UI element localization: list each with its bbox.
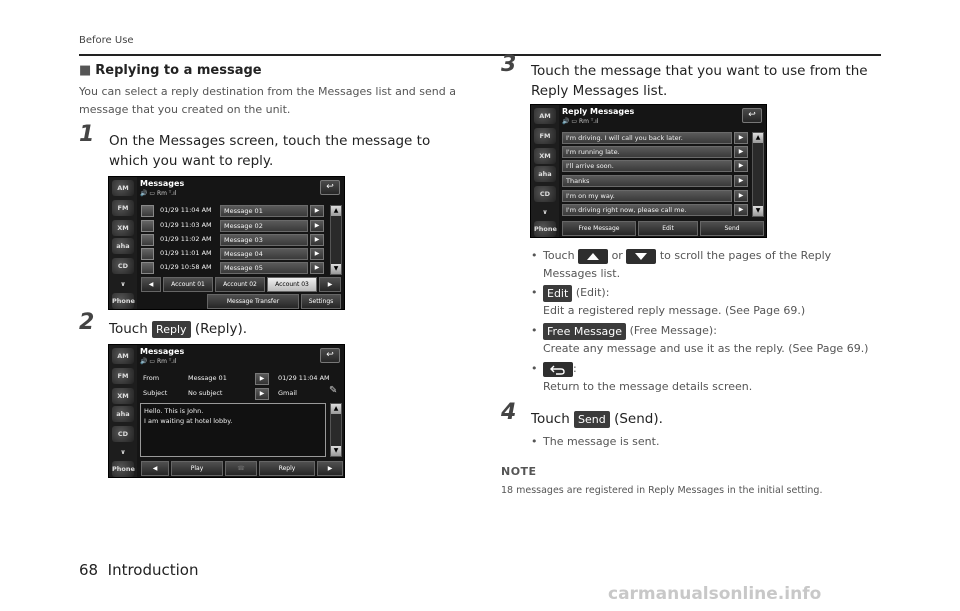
- next-message-button[interactable]: ▶: [317, 461, 343, 476]
- source-xm[interactable]: XM: [112, 388, 134, 404]
- source-cd[interactable]: CD: [534, 186, 556, 202]
- source-more[interactable]: ∨: [120, 448, 126, 456]
- play-icon[interactable]: ▶: [310, 248, 324, 260]
- source-phone[interactable]: Phone: [112, 293, 134, 309]
- play-icon[interactable]: ▶: [734, 175, 748, 187]
- reply-message-row[interactable]: Thanks: [562, 175, 732, 187]
- message-transfer-button[interactable]: Message Transfer: [207, 294, 299, 309]
- reply-message-row[interactable]: I'll arrive soon.: [562, 160, 732, 172]
- scroll-bullet: • Touch or to scroll the pages of the Reply Messages list.: [531, 249, 832, 280]
- message-time: 01/29 11:02 AM: [160, 235, 212, 243]
- message-body: Hello. This is John. I am waiting at hotel lobby.: [140, 403, 326, 457]
- source-aha[interactable]: aha: [112, 406, 134, 422]
- reply-message-row[interactable]: I'm on my way.: [562, 190, 732, 202]
- back-sample-icon: [543, 362, 573, 377]
- play-icon[interactable]: ▶: [310, 262, 324, 274]
- mail-icon: [141, 205, 154, 217]
- back-bullet: • : Return to the message details screen.: [531, 362, 753, 393]
- back-icon: ↩: [748, 110, 756, 120]
- call-icon[interactable]: ☎: [225, 461, 257, 476]
- scrollbar[interactable]: [330, 403, 342, 457]
- status-icons: 🔊 ▭ Rm ᵀ.ıl: [140, 190, 177, 197]
- source-sidebar: [109, 177, 137, 309]
- source-xm[interactable]: XM: [112, 220, 134, 236]
- reply-button[interactable]: Reply: [259, 461, 315, 476]
- message-row[interactable]: Message 01: [220, 205, 308, 217]
- play-icon[interactable]: ▶: [734, 146, 748, 158]
- scroll-down-icon[interactable]: ▼: [331, 446, 341, 456]
- play-icon[interactable]: ▶: [310, 205, 324, 217]
- page-footer: [79, 561, 198, 579]
- back-icon: ↩: [326, 182, 334, 192]
- attachment-icon: ✎: [329, 385, 338, 396]
- message-time: 01/29 11:04 AM: [160, 206, 212, 214]
- source-cd[interactable]: CD: [112, 426, 134, 442]
- source-fm[interactable]: FM: [112, 368, 134, 384]
- reply-button-sample: Reply: [152, 321, 190, 338]
- source-more[interactable]: ∨: [120, 280, 126, 288]
- message-row[interactable]: Message 04: [220, 248, 308, 260]
- step-3: 3 Touch the message that you want to use from the Reply Messages list.: [501, 52, 868, 99]
- account-tab-1[interactable]: Account 01: [163, 277, 213, 292]
- prev-message-button[interactable]: ◀: [141, 461, 169, 476]
- scroll-up-icon[interactable]: ▲: [331, 206, 341, 216]
- source-cd[interactable]: CD: [112, 258, 134, 274]
- reply-message-row[interactable]: I'm driving. I will call you back later.: [562, 132, 732, 144]
- reply-message-row[interactable]: I'm running late.: [562, 146, 732, 158]
- message-time: 01/29 10:58 AM: [160, 263, 212, 271]
- running-header: Before Use: [79, 35, 134, 46]
- source-sidebar: [531, 105, 559, 237]
- reply-messages-screen: [530, 104, 767, 238]
- back-button[interactable]: [320, 348, 340, 363]
- free-message-button-sample: Free Message: [543, 323, 626, 340]
- from-value: Message 01: [188, 374, 227, 382]
- note-text: 18 messages are registered in Reply Messages in the initial setting.: [501, 485, 823, 496]
- account-tab-2[interactable]: Account 02: [215, 277, 265, 292]
- screen-title: Reply Messages: [562, 107, 635, 116]
- source-am[interactable]: AM: [112, 180, 134, 196]
- mail-icon: [141, 248, 154, 260]
- note-heading: NOTE: [501, 465, 537, 478]
- play-button[interactable]: Play: [171, 461, 223, 476]
- status-icons: 🔊 ▭ Rm ᵀ.ıl: [140, 358, 177, 365]
- play-icon[interactable]: ▶: [310, 234, 324, 246]
- source-sidebar: [109, 345, 137, 477]
- message-row[interactable]: Message 03: [220, 234, 308, 246]
- free-message-bullet: • Free Message (Free Message): Create any message and use it as the reply. (See Page 69.): [531, 324, 869, 355]
- source-am[interactable]: AM: [112, 348, 134, 364]
- play-icon[interactable]: ▶: [734, 190, 748, 202]
- step-2: 2 Touch Reply (Reply).: [79, 310, 248, 337]
- subject-label: Subject: [143, 389, 168, 397]
- source-phone[interactable]: Phone: [112, 461, 134, 477]
- step-4: 4 Touch Send (Send).: [501, 400, 663, 427]
- intro-paragraph: You can select a reply destination from the Messages list and send a message that you created on the unit.: [79, 85, 456, 116]
- scroll-up-icon[interactable]: ▲: [753, 133, 763, 143]
- source-am[interactable]: AM: [534, 108, 556, 124]
- play-icon[interactable]: ▶: [255, 388, 269, 400]
- edit-button[interactable]: Edit: [638, 221, 698, 236]
- header-rule: [79, 54, 881, 56]
- screen-title: Messages: [140, 179, 185, 188]
- next-page-button[interactable]: ▶: [319, 277, 341, 292]
- edit-button-sample: Edit: [543, 285, 572, 302]
- reply-message-row[interactable]: I'm driving right now, please call me.: [562, 204, 732, 216]
- send-button[interactable]: Send: [700, 221, 764, 236]
- message-date: 01/29 11:04 AM: [278, 374, 330, 382]
- account-name: Gmail: [278, 389, 297, 397]
- scrollbar[interactable]: [330, 205, 342, 275]
- source-fm[interactable]: FM: [112, 200, 134, 216]
- scrollbar[interactable]: [752, 132, 764, 217]
- send-button-sample: Send: [574, 411, 610, 428]
- source-phone[interactable]: Phone: [534, 221, 556, 237]
- mail-icon: [141, 234, 154, 246]
- section-title: ■ Replying to a message: [79, 63, 262, 78]
- scroll-up-sample-icon: [578, 249, 608, 264]
- scroll-down-icon[interactable]: ▼: [331, 264, 341, 274]
- source-aha[interactable]: aha: [534, 166, 556, 182]
- scroll-down-sample-icon: [626, 249, 656, 264]
- scroll-down-icon[interactable]: ▼: [753, 206, 763, 216]
- back-button[interactable]: [742, 108, 762, 123]
- mail-icon: [141, 262, 154, 274]
- back-button[interactable]: [320, 180, 340, 195]
- messages-screen: [108, 176, 345, 310]
- from-label: From: [143, 374, 160, 382]
- back-icon: ↩: [326, 350, 334, 360]
- sent-bullet: • The message is sent.: [531, 435, 660, 448]
- settings-button[interactable]: Settings: [301, 294, 341, 309]
- play-icon[interactable]: ▶: [734, 204, 748, 216]
- chapter-name: Introduction: [107, 561, 199, 579]
- mail-icon: [141, 220, 154, 232]
- play-icon[interactable]: ▶: [734, 160, 748, 172]
- play-icon[interactable]: ▶: [310, 220, 324, 232]
- message-details-screen: [108, 344, 345, 478]
- message-row[interactable]: Message 02: [220, 220, 308, 232]
- message-row[interactable]: Message 05: [220, 262, 308, 274]
- message-time: 01/29 11:01 AM: [160, 249, 212, 257]
- free-message-button[interactable]: Free Message: [562, 221, 636, 236]
- account-tab-3[interactable]: Account 03: [267, 277, 317, 292]
- source-fm[interactable]: FM: [534, 128, 556, 144]
- source-xm[interactable]: XM: [534, 148, 556, 164]
- step-1: 1 On the Messages screen, touch the message to which you want to reply.: [79, 122, 431, 169]
- scroll-up-icon[interactable]: ▲: [331, 404, 341, 414]
- screen-title: Messages: [140, 347, 185, 356]
- play-icon[interactable]: ▶: [255, 373, 269, 385]
- source-more[interactable]: ∨: [542, 208, 548, 216]
- subject-value: No subject: [188, 389, 223, 397]
- prev-page-button[interactable]: ◀: [141, 277, 161, 292]
- message-time: 01/29 11:03 AM: [160, 221, 212, 229]
- play-icon[interactable]: ▶: [734, 132, 748, 144]
- watermark: carmanualsonline.info: [608, 584, 822, 604]
- edit-bullet: • Edit (Edit): Edit a registered reply message. (See Page 69.): [531, 286, 806, 317]
- source-aha[interactable]: aha: [112, 238, 134, 254]
- page-number: 68: [79, 561, 99, 579]
- status-icons: 🔊 ▭ Rm ᵀ.ıl: [562, 118, 599, 125]
